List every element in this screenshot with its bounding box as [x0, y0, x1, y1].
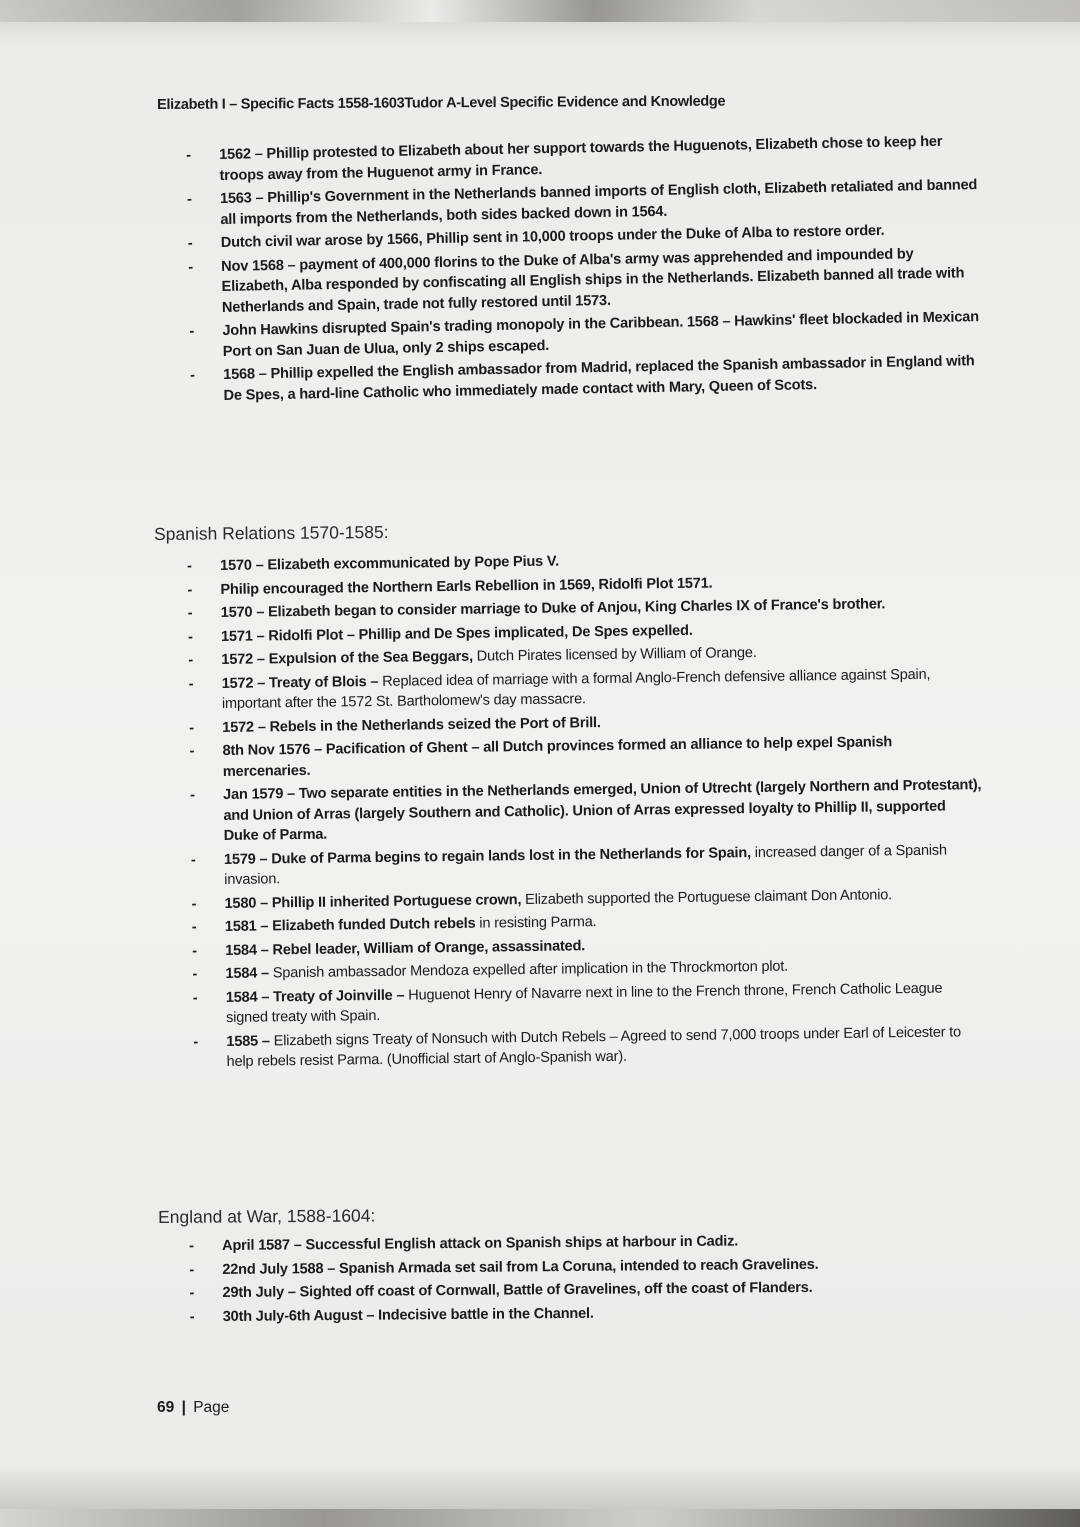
bullet: -	[189, 1261, 195, 1278]
section-2-title: Spanish Relations 1570-1585:	[154, 521, 389, 544]
list-item: - 1581 – Elizabeth funded Dutch rebels in resisting Parma.	[225, 907, 985, 937]
list-item: - Jan 1579 – Two separate entities in the Netherlands emerged, Union of Utrecht (largely Northern and Protestant), and Union of Arras (largely Southern and Catholic). Union of Arras expressed loyalty to Phillip II, supported Duke of Parma.	[190, 777, 982, 844]
page-label: Page	[193, 1399, 230, 1416]
bullet: -	[189, 743, 195, 760]
bullet: -	[192, 942, 197, 959]
bullet: -	[189, 719, 195, 736]
section-3-list	[189, 1230, 943, 1330]
bullet: -	[186, 147, 192, 164]
list-item: - 1570 – Elizabeth excommunicated by Pope Pius V.	[220, 546, 980, 576]
list-item: - 1585 – Elizabeth signs Treaty of Nonsuch with Dutch Rebels – Agreed to send 7,000 troops under Earl of Leicester to help rebels resist Parma. (Unofficial start of Anglo-Spanish war).	[193, 1023, 962, 1070]
section-1-list	[186, 131, 984, 409]
list-item: - 1568 – Phillip expelled the English ambassador from Madrid, replaced the Spanish ambassador in England with De Spes, a hard-line Catholic who immediately made contact with Mary, Queen of Scots.	[190, 353, 975, 404]
list-item: - 1584 – Spanish ambassador Mendoza expelled after implication in the Throckmorton plot.	[225, 954, 985, 984]
bullet: -	[189, 1308, 195, 1325]
bullet: -	[187, 605, 193, 622]
list-item: - 22nd July 1588 – Spanish Armada set sail from La Coruna, intended to reach Gravelines.	[222, 1253, 942, 1280]
list-item: - 1572 – Expulsion of the Sea Beggars, Dutch Pirates licensed by William of Orange.	[221, 640, 981, 670]
bullet: -	[188, 259, 194, 276]
bullet: -	[191, 919, 197, 936]
bullet: -	[188, 675, 194, 692]
bullet: -	[190, 787, 195, 804]
bullet: -	[186, 191, 192, 208]
bullet: -	[189, 323, 195, 340]
page-header: Elizabeth I – Specific Facts 1558-1603Tudor A-Level Specific Evidence and Knowledge	[157, 93, 726, 113]
bullet: -	[192, 966, 198, 983]
bullet: -	[187, 235, 193, 252]
list-item: - Nov 1568 – payment of 400,000 florins to the Duke of Alba's army was apprehended and impounded by Elizabeth, Alba responded by confiscating all English ships in the Netherlands. Elizabeth banned all trade with Netherlands and Spain, trade not fully restored until 1573.	[188, 245, 965, 316]
list-item: - 1584 – Treaty of Joinville – Huguenot Henry of Navarre next in line to the French throne, French Catholic League signed treaty with Spain.	[192, 980, 943, 1026]
bullet: -	[189, 1238, 194, 1255]
bullet: -	[190, 851, 196, 868]
list-item: - 1580 – Phillip II inherited Portuguese crown, Elizabeth supported the Portuguese claimant Don Antonio.	[224, 884, 984, 914]
bullet: -	[191, 895, 197, 912]
footer-separator: |	[181, 1399, 186, 1416]
page-number: 69	[157, 1399, 175, 1416]
list-item: - 1562 – Phillip protested to Elizabeth about her support towards the Huguenots, Elizabeth chose to keep her troops away from the Huguenot army in France.	[186, 133, 943, 184]
section-2-list	[187, 546, 987, 1075]
list-item: - 1579 – Duke of Parma begins to regain lands lost in the Netherlands for Spain, increased danger of a Spanish invasion.	[190, 842, 947, 888]
list-item: - 8th Nov 1576 – Pacification of Ghent – all Dutch provinces formed an alliance to help expel Spanish mercenaries.	[189, 734, 893, 780]
list-item: - 30th July-6th August – Indecisive battle in the Channel.	[223, 1300, 943, 1327]
list-item: - Dutch civil war arose by 1566, Phillip sent in 10,000 troops under the Duke of Alba to restore order.	[221, 219, 981, 253]
list-item: - 1572 – Treaty of Blois – Replaced idea of marriage with a formal Anglo-French defensive alliance against Spain, important after the 1572 St. Bartholomew's day massacre.	[188, 666, 931, 712]
list-item: - 1572 – Rebels in the Netherlands seized the Port of Brill.	[222, 708, 982, 738]
bullet: -	[188, 652, 194, 669]
section-3-title: England at War, 1588-1604:	[158, 1205, 376, 1227]
list-item: - 29th July – Sighted off coast of Cornwall, Battle of Gravelines, off the coast of Flanders.	[222, 1277, 942, 1304]
bullet: -	[187, 558, 192, 575]
photo-bottom-edge	[0, 1509, 1080, 1527]
list-item: - 1570 – Elizabeth began to consider marriage to Duke of Anjou, King Charles IX of France's brother.	[221, 593, 981, 623]
list-item: - 1563 – Phillip's Government in the Netherlands banned imports of English cloth, Elizabeth retaliated and banned all imports from the Netherlands, both sides backed down in 1564.	[186, 177, 978, 228]
bullet: -	[192, 989, 198, 1006]
list-item: - April 1587 – Successful English attack on Spanish ships at harbour in Cadiz.	[222, 1230, 942, 1257]
bullet: -	[189, 1285, 195, 1302]
bullet: -	[193, 1033, 199, 1050]
bullet: -	[190, 367, 196, 384]
page-footer	[157, 1399, 229, 1417]
list-item: - 1584 – Rebel leader, William of Orange, assassinated.	[225, 931, 985, 961]
bullet: -	[187, 628, 193, 645]
list-item: - 1571 – Ridolfi Plot – Phillip and De Spes implicated, De Spes expelled.	[221, 617, 981, 647]
list-item: - Philip encouraged the Northern Earls Rebellion in 1569, Ridolfi Plot 1571.	[220, 570, 980, 600]
list-item: - John Hawkins disrupted Spain's trading monopoly in the Caribbean. 1568 – Hawkins' fleet blockaded in Mexican Port on San Juan de Ulua, only 2 ships escaped.	[189, 309, 979, 360]
bullet: -	[187, 581, 193, 598]
